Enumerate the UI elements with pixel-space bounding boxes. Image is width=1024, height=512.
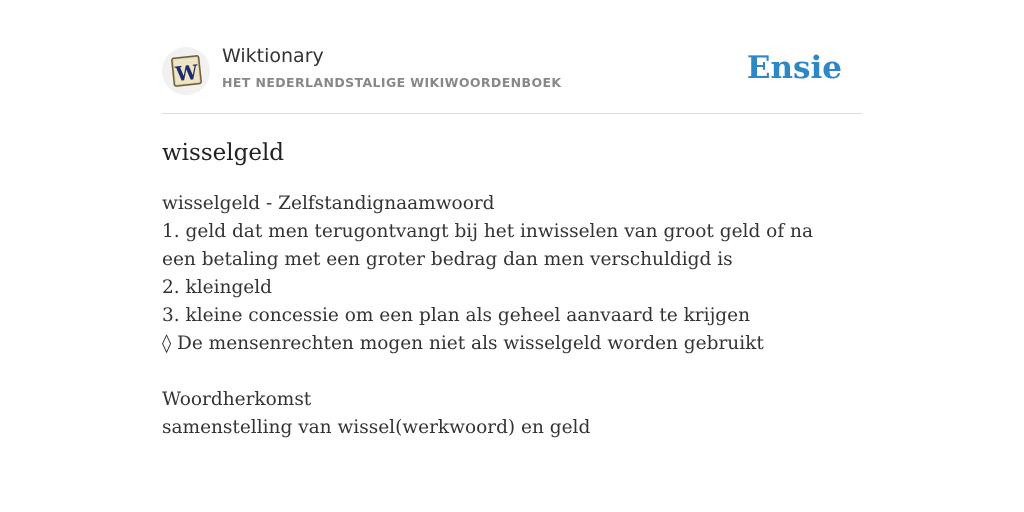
section-spacer	[162, 358, 862, 386]
etymology-text: samenstelling van wissel(werkwoord) en geld	[162, 417, 591, 438]
site-header	[162, 40, 862, 114]
definition-1: 1. geld dat men terugontvangt bij het inwisselen van groot geld of na een betaling met een groter bedrag dan men verschuldigd is	[162, 221, 813, 270]
word-class-line: wisselgeld - Zelfstandignaamwoord	[162, 193, 495, 214]
page-container	[162, 40, 862, 442]
example-sentence: ◊ De mensenrechten mogen niet als wisselgeld worden gebruikt	[162, 333, 764, 354]
entry-content	[162, 190, 862, 442]
logo-letter: W	[174, 59, 200, 87]
etymology-heading: Woordherkomst	[162, 389, 312, 410]
entry-title: wisselgeld	[162, 140, 285, 166]
definition-3: 3. kleine concessie om een plan als geheel aanvaard te krijgen	[162, 305, 751, 326]
ensie-brand-link[interactable]: Ensie	[746, 50, 842, 86]
site-tagline: HET NEDERLANDSTALIGE WIKIWOORDENBOEK	[222, 75, 562, 90]
site-name[interactable]: Wiktionary	[222, 45, 324, 67]
wiktionary-logo-icon[interactable]	[162, 47, 210, 95]
definition-2: 2. kleingeld	[162, 277, 272, 298]
